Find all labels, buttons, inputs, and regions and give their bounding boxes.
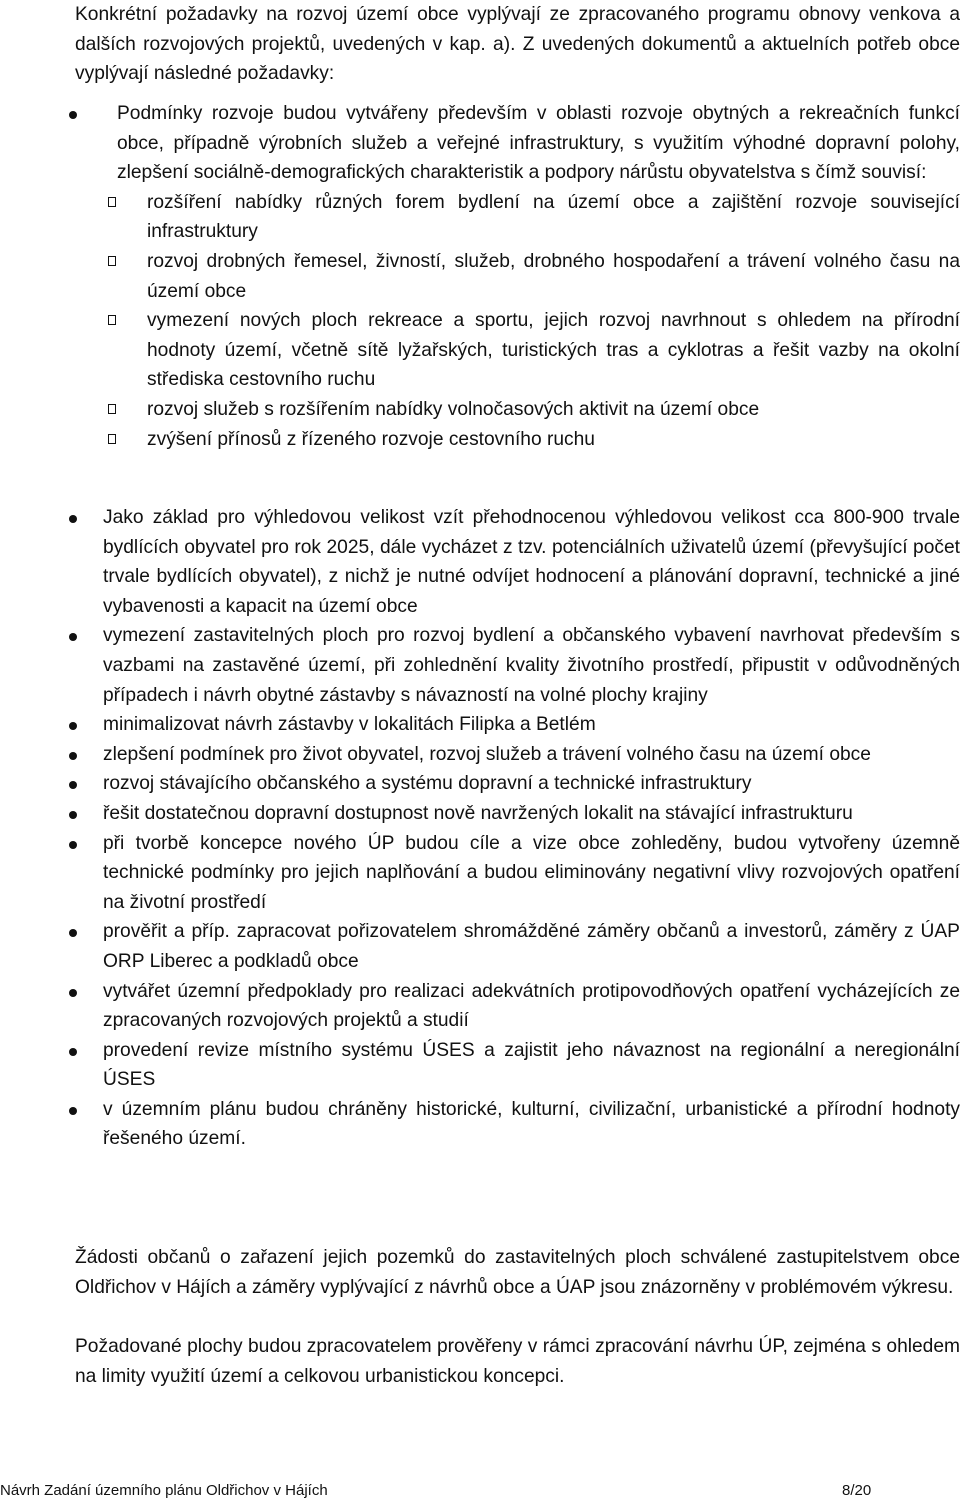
list-item: při tvorbě koncepce nového ÚP budou cíle a vize obce zohleděny, budou vytvořeny územně technické podmínky pro jejich naplňování a budou eliminovány negativní vlivy rozvojových opatření na životní prostředí <box>75 829 960 918</box>
bullet-dot-icon <box>69 111 77 119</box>
bullet-dot-icon <box>69 811 77 819</box>
first-bullet <box>75 99 960 454</box>
square-bullet-icon <box>108 315 116 325</box>
sub-item: vymezení nových ploch rekreace a sportu, jejich rozvoj navrhnout s ohledem na přírodní hodnoty území, včetně sítě lyžařských, turistických tras a cyklotras a řešit vazby na okolní střediska cestovního ruchu <box>75 306 960 395</box>
list-item: řešit dostatečnou dopravní dostupnost nově navržených lokalit na stávající infrastrukturu <box>75 799 960 829</box>
list-item: vytvářet územní předpoklady pro realizaci adekvátních protipovodňových opatření vycházejících ze zpracovaných rozvojových projektů a studií <box>75 977 960 1036</box>
first-bullet-item <box>75 99 960 188</box>
list-item: rozvoj stávajícího občanského a systému dopravní a technické infrastruktury <box>75 769 960 799</box>
requirements-list <box>75 503 960 1154</box>
list-item: minimalizovat návrh zástavby v lokalitách Filipka a Betlém <box>75 710 960 740</box>
square-bullet-icon <box>108 197 116 207</box>
list-item: vymezení zastavitelných ploch pro rozvoj bydlení a občanského vybavení navrhovat především s vazbami na zastavěné území, při zohlednění kvality životního prostředí, připustit v odůvodněných případech i návrh obytné zástavby s návazností na volné plochy krajiny <box>75 621 960 710</box>
bullet-dot-icon <box>69 1048 77 1056</box>
requests-paragraph: Žádosti občanů o zařazení jejich pozemků do zastavitelných ploch schválené zastupitelstvem obce Oldřichov v Hájích a záměry vyplývající z návrhů obce a ÚAP jsou znázorněny v problémovém výkresu. <box>75 1247 960 1298</box>
list-item: Jako základ pro výhledovou velikost vzít přehodnocenou výhledovou velikost cca 800-900 trvale bydlících obyvatel pro rok 2025, dále vycházet z tzv. potenciálních uživatelů území (převyšující počet trvale bydlících obyvatel), z nichž je nutné odvíjet hodnocení a plánování dopravní, technické a jiné vybavenosti a kapacit na území obce <box>75 503 960 621</box>
list-item: prověřit a příp. zapracovat pořizovatelem shromážděné záměry občanů a investorů, záměry z ÚAP ORP Liberec a podkladů obce <box>75 917 960 976</box>
sub-item: rozvoj služeb s rozšířením nabídky volnočasových aktivit na území obce <box>75 395 960 425</box>
sub-item: zvýšení přínosů z řízeného rozvoje cestovního ruchu <box>75 425 960 455</box>
square-bullet-icon <box>108 404 116 414</box>
footer-title: Návrh Zadání územního plánu Oldřichov v Hájích <box>0 1482 328 1499</box>
bullet-dot-icon <box>69 929 77 937</box>
page-number: 8/20 <box>842 1482 872 1499</box>
bullet-dot-icon <box>69 781 77 789</box>
sub-list <box>75 188 960 454</box>
list-item: v územním plánu budou chráněny historické, kulturní, civilizační, urbanistické a přírodní hodnoty řešeného území. <box>75 1095 960 1154</box>
sub-item: rozvoj drobných řemesel, živností, služeb, drobného hospodaření a trávení volného času na území obce <box>75 247 960 306</box>
bullet-dot-icon <box>69 515 77 523</box>
bullet-dot-icon <box>69 1107 77 1115</box>
bullet-dot-icon <box>69 722 77 730</box>
review-paragraph: Požadované plochy budou zpracovatelem prověřeny v rámci zpracování návrhu ÚP, zejména s ohledem na limity využití území a celkovou urbanistickou koncepci. <box>75 1336 960 1387</box>
list-item: zlepšení podmínek pro život obyvatel, rozvoj služeb a trávení volného času na území obce <box>75 740 960 770</box>
list-item: provedení revize místního systému ÚSES a zajistit jeho návaznost na regionální a neregionální ÚSES <box>75 1036 960 1095</box>
square-bullet-icon <box>108 256 116 266</box>
square-bullet-icon <box>108 434 116 444</box>
intro-paragraph: Konkrétní požadavky na rozvoj území obce vyplývají ze zpracovaného programu obnovy venkova a dalších rozvojových projektů, uvedených v kap. a). Z uvedených dokumentů a aktuelních potřeb obce vyplývají následné požadavky: <box>75 4 960 85</box>
first-bullet-text: Podmínky rozvoje budou vytvářeny především v oblasti rozvoje obytných a rekreačních funkcí obce, případně výrobních služeb a veřejné infrastruktury, s využitím výhodné dopravní polohy, zlepšení sociálně-demografických charakteristik a podpory nárůstu obyvatelstva s čímž souvisí: <box>117 103 960 184</box>
sub-item: rozšíření nabídky různých forem bydlení na území obce a zajištění rozvoje související infrastruktury <box>75 188 960 247</box>
bullet-dot-icon <box>69 989 77 997</box>
bullet-dot-icon <box>69 633 77 641</box>
bullet-dot-icon <box>69 841 77 849</box>
bullet-dot-icon <box>69 752 77 760</box>
